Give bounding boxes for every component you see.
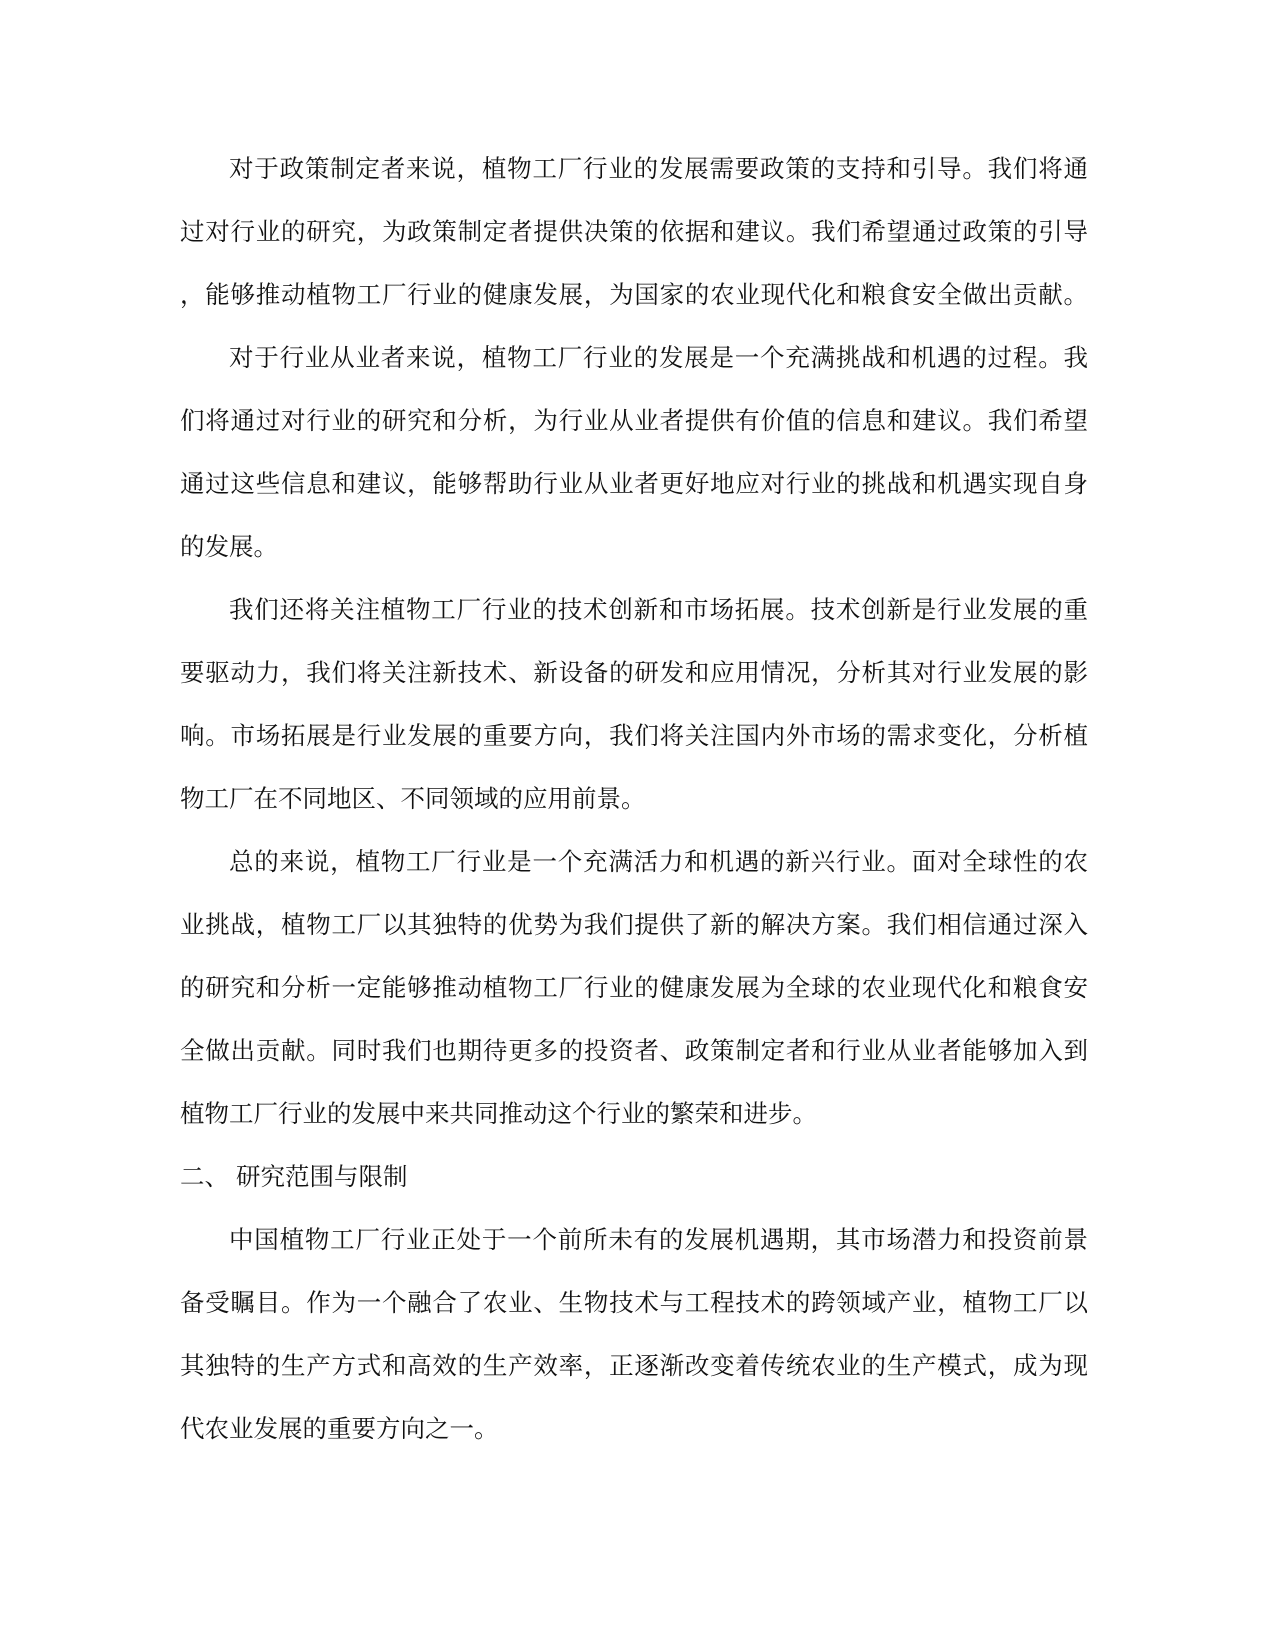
paragraph-line: 物工厂在不同地区、不同领域的应用前景。 <box>180 784 646 813</box>
section-heading <box>180 1145 1088 1208</box>
paragraph-line: 们将通过对行业的研究和分析，为行业从业者提供有价值的信息和建议。我们希望 <box>180 406 1088 435</box>
paragraph-line: 我们还将关注植物工厂行业的技术创新和市场拓展。技术创新是行业发展的重 <box>229 595 1088 624</box>
section-heading-title: 研究范围与限制 <box>236 1162 408 1191</box>
paragraph-line: 的研究和分析一定能够推动植物工厂行业的健康发展为全球的农业现代化和粮食安 <box>180 973 1088 1002</box>
paragraph-line: 要驱动力，我们将关注新技术、新设备的研发和应用情况，分析其对行业发展的影 <box>180 658 1088 687</box>
document-page <box>180 137 1088 1460</box>
paragraph-policy-makers <box>180 137 1088 326</box>
paragraph-line: ，能够推动植物工厂行业的健康发展，为国家的农业现代化和粮食安全做出贡献。 <box>180 280 1088 309</box>
paragraph-line: 对于行业从业者来说，植物工厂行业的发展是一个充满挑战和机遇的过程。我 <box>229 343 1088 372</box>
paragraph-summary <box>180 830 1088 1145</box>
paragraph-practitioners <box>180 326 1088 578</box>
paragraph-innovation <box>180 578 1088 830</box>
paragraph-line: 中国植物工厂行业正处于一个前所未有的发展机遇期，其市场潜力和投资前景 <box>229 1225 1088 1254</box>
paragraph-research-scope <box>180 1208 1088 1460</box>
paragraph-line: 备受瞩目。作为一个融合了农业、生物技术与工程技术的跨领域产业，植物工厂以 <box>180 1288 1088 1317</box>
paragraph-line: 其独特的生产方式和高效的生产效率，正逐渐改变着传统农业的生产模式，成为现 <box>180 1351 1088 1380</box>
paragraph-line: 响。市场拓展是行业发展的重要方向，我们将关注国内外市场的需求变化，分析植 <box>180 721 1088 750</box>
paragraph-line: 代农业发展的重要方向之一。 <box>180 1414 499 1443</box>
paragraph-line: 植物工厂行业的发展中来共同推动这个行业的繁荣和进步。 <box>180 1099 817 1128</box>
paragraph-line: 总的来说，植物工厂行业是一个充满活力和机遇的新兴行业。面对全球性的农 <box>229 847 1088 876</box>
section-heading-number: 二、 <box>180 1162 229 1191</box>
paragraph-line: 通过这些信息和建议，能够帮助行业从业者更好地应对行业的挑战和机遇实现自身 <box>180 469 1088 498</box>
paragraph-line: 对于政策制定者来说，植物工厂行业的发展需要政策的支持和引导。我们将通 <box>229 154 1088 183</box>
paragraph-line: 全做出贡献。同时我们也期待更多的投资者、政策制定者和行业从业者能够加入到 <box>180 1036 1088 1065</box>
paragraph-line: 过对行业的研究，为政策制定者提供决策的依据和建议。我们希望通过政策的引导 <box>180 217 1088 246</box>
paragraph-line: 业挑战，植物工厂以其独特的优势为我们提供了新的解决方案。我们相信通过深入 <box>180 910 1088 939</box>
paragraph-line: 的发展。 <box>180 532 278 561</box>
